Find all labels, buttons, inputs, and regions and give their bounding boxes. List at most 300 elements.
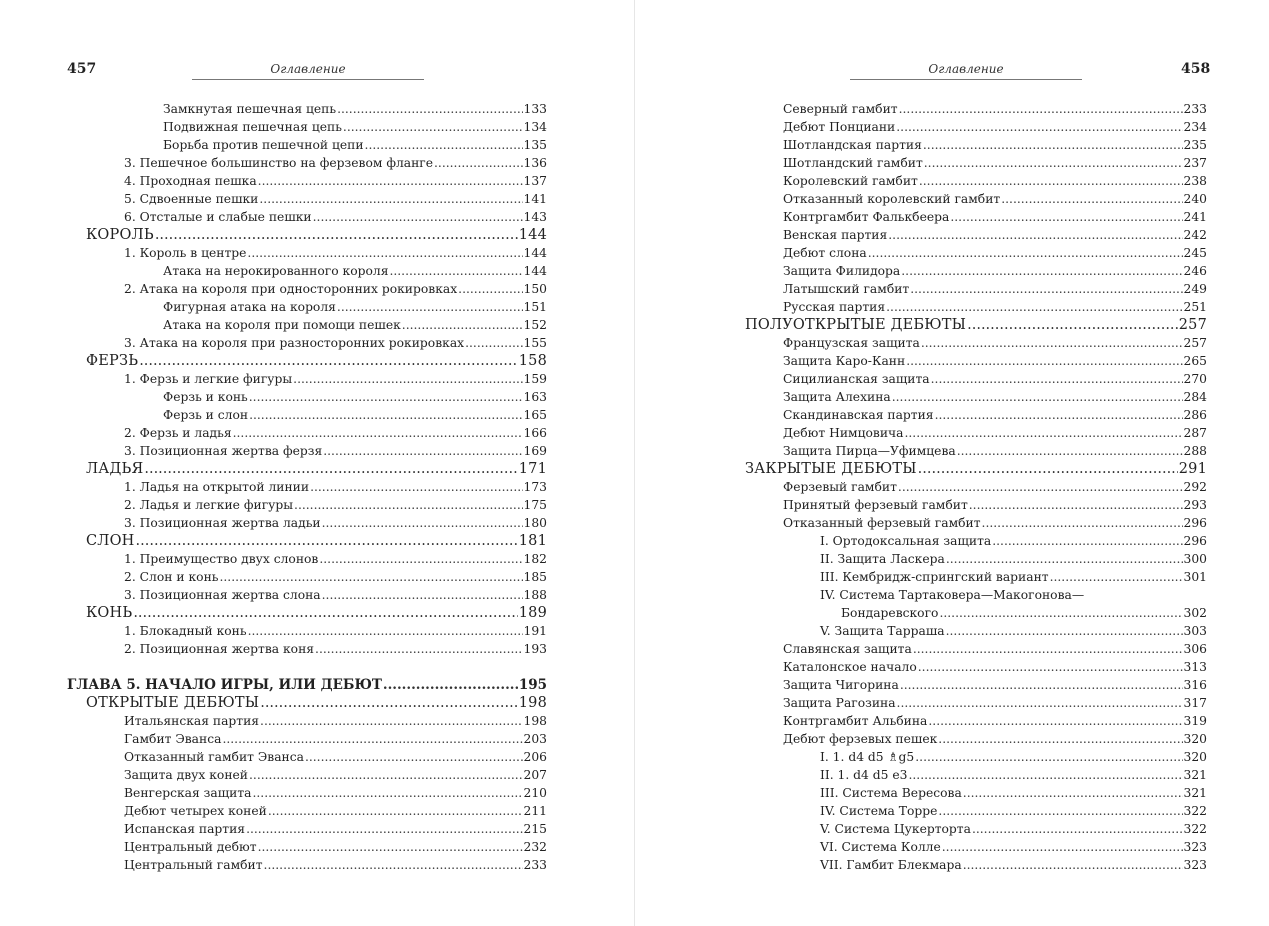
toc-leader-dots	[896, 118, 1182, 136]
toc-entry-page: 257	[1183, 336, 1207, 350]
toc-entry[interactable]	[67, 370, 547, 388]
toc-leader-dots	[458, 280, 522, 298]
toc-entry-page: 198	[523, 714, 547, 728]
toc-entry-page: 181	[518, 533, 547, 549]
toc-gap	[67, 658, 547, 676]
toc-list	[67, 100, 547, 874]
toc-entry-page: 211	[523, 804, 547, 818]
toc-entry-title: IV. Система Торре	[820, 804, 938, 818]
toc-entry[interactable]	[745, 658, 1207, 676]
toc-entry-title: ЗАКРЫТЫЕ ДЕБЮТЫ	[745, 461, 917, 477]
toc-leader-dots	[915, 748, 1182, 766]
toc-leader-dots	[931, 370, 1183, 388]
toc-leader-dots	[249, 388, 523, 406]
toc-entry-page: 143	[523, 210, 547, 224]
toc-entry[interactable]	[745, 532, 1207, 550]
toc-entry-page: 322	[1183, 822, 1207, 836]
toc-entry-page: 134	[523, 120, 547, 134]
toc-entry[interactable]	[745, 568, 1207, 586]
toc-entry-title: ПОЛУОТКРЫТЫЕ ДЕБЮТЫ	[745, 317, 967, 333]
toc-entry-title: Замкнутая пешечная цепь	[163, 102, 337, 116]
toc-entry[interactable]	[67, 856, 547, 874]
toc-leader-dots	[260, 712, 522, 730]
toc-entry-page: 182	[523, 552, 547, 566]
toc-entry-title: II. Защита Ласкера	[820, 552, 945, 566]
toc-entry-title: Гамбит Эванса	[124, 732, 222, 746]
toc-entry[interactable]	[745, 208, 1207, 226]
toc-leader-dots	[246, 820, 522, 838]
toc-leader-dots	[144, 460, 517, 478]
toc-entry[interactable]	[67, 118, 547, 136]
toc-entry[interactable]	[67, 388, 547, 406]
toc-leader-dots	[337, 298, 523, 316]
toc-entry[interactable]	[67, 406, 547, 424]
toc-entry-title: Каталонское начало	[783, 660, 917, 674]
toc-entry-page: 240	[1183, 192, 1207, 206]
toc-entry[interactable]	[67, 190, 547, 208]
toc-leader-dots	[913, 640, 1183, 658]
toc-leader-dots	[322, 586, 523, 604]
toc-leader-dots	[898, 478, 1183, 496]
toc-entry-title: Защита Алехина	[783, 390, 891, 404]
toc-entry[interactable]	[745, 550, 1207, 568]
toc-entry-page: 135	[523, 138, 547, 152]
toc-entry[interactable]	[745, 820, 1207, 838]
toc-leader-dots	[963, 856, 1183, 874]
toc-entry-title: Французская защита	[783, 336, 920, 350]
toc-entry-page: 292	[1183, 480, 1207, 494]
toc-leader-dots	[319, 550, 522, 568]
toc-entry-page: 133	[523, 102, 547, 116]
toc-entry[interactable]	[745, 334, 1207, 352]
toc-entry-title: Защита Филидора	[783, 264, 901, 278]
toc-entry-page: 207	[523, 768, 547, 782]
toc-leader-dots	[294, 496, 522, 514]
toc-entry[interactable]	[67, 154, 547, 172]
toc-entry[interactable]	[745, 586, 1207, 604]
toc-entry[interactable]	[67, 730, 547, 748]
toc-entry-page: 241	[1183, 210, 1207, 224]
toc-leader-dots	[136, 532, 518, 550]
toc-entry-title: 1. Король в центре	[124, 246, 247, 260]
toc-entry-title: 4. Проходная пешка	[124, 174, 257, 188]
toc-entry-page: 316	[1183, 678, 1207, 692]
toc-entry-page: 151	[523, 300, 547, 314]
toc-entry[interactable]	[67, 748, 547, 766]
toc-entry-title: Контргамбит Фалькбеера	[783, 210, 950, 224]
toc-entry-page: 321	[1183, 786, 1207, 800]
toc-entry[interactable]	[745, 316, 1207, 334]
toc-entry-title: Северный гамбит	[783, 102, 898, 116]
toc-entry[interactable]	[745, 262, 1207, 280]
toc-entry-title: Итальянская партия	[124, 714, 260, 728]
toc-entry-page: 235	[1183, 138, 1207, 152]
toc-leader-dots	[963, 784, 1183, 802]
toc-entry-title: Защита Чигорина	[783, 678, 899, 692]
toc-leader-dots	[901, 262, 1182, 280]
toc-entry-page: 296	[1183, 516, 1207, 530]
toc-entry-page: 288	[1183, 444, 1207, 458]
toc-entry-page: 185	[523, 570, 547, 584]
toc-entry-title: Дебют ферзевых пешек	[783, 732, 938, 746]
toc-entry-page: 215	[523, 822, 547, 836]
toc-entry-page: 291	[1178, 461, 1207, 477]
toc-entry-page: 296	[1183, 534, 1207, 548]
toc-entry-title: Отказанный гамбит Эванса	[124, 750, 304, 764]
toc-entry-page: 188	[523, 588, 547, 602]
toc-entry-page: 320	[1183, 750, 1207, 764]
toc-leader-dots	[315, 640, 522, 658]
toc-entry-title: Борьба против пешечной цепи	[163, 138, 364, 152]
toc-entry-title: 3. Позиционная жертва слона	[124, 588, 321, 602]
toc-entry-page: 150	[523, 282, 547, 296]
toc-entry-title: Русская партия	[783, 300, 886, 314]
toc-entry-title: VII. Гамбит Блекмара	[820, 858, 962, 872]
toc-entry-title: 5. Сдвоенные пешки	[124, 192, 259, 206]
toc-leader-dots	[946, 550, 1183, 568]
toc-leader-dots	[219, 568, 522, 586]
toc-leader-dots	[323, 442, 522, 460]
toc-leader-dots	[938, 730, 1182, 748]
toc-entry[interactable]	[745, 154, 1207, 172]
toc-leader-dots	[133, 604, 517, 622]
toc-entry-title: ГЛАВА 5. НАЧАЛО ИГРЫ, ИЛИ ДЕБЮТ	[67, 677, 382, 693]
toc-entry[interactable]	[67, 694, 547, 712]
toc-entry[interactable]	[745, 298, 1207, 316]
toc-leader-dots	[928, 712, 1182, 730]
toc-leader-dots	[942, 838, 1183, 856]
toc-entry-title: Отказанный королевский гамбит	[783, 192, 1001, 206]
toc-entry-page: 144	[523, 264, 547, 278]
toc-entry[interactable]	[745, 406, 1207, 424]
toc-leader-dots	[389, 262, 522, 280]
toc-leader-dots	[950, 208, 1182, 226]
toc-entry[interactable]	[745, 190, 1207, 208]
toc-entry-page: 251	[1183, 300, 1207, 314]
toc-entry-title: Подвижная пешечная цепь	[163, 120, 342, 134]
toc-entry[interactable]	[67, 640, 547, 658]
toc-entry-page: 144	[518, 227, 547, 243]
toc-leader-dots	[1001, 190, 1182, 208]
toc-entry-title: Защита Пирца—Уфимцева	[783, 444, 956, 458]
toc-entry[interactable]	[67, 352, 547, 370]
toc-entry-page: 232	[523, 840, 547, 854]
toc-entry-title: IV. Система Тартаковера—Макогонова—	[820, 588, 1085, 602]
toc-entry[interactable]	[745, 226, 1207, 244]
toc-entry-page: 286	[1183, 408, 1207, 422]
toc-entry[interactable]	[67, 586, 547, 604]
page-number: 458	[1181, 61, 1211, 77]
toc-leader-dots	[886, 298, 1182, 316]
toc-entry-title: Ферзевый гамбит	[783, 480, 897, 494]
toc-leader-dots	[906, 352, 1182, 370]
toc-entry-page: 158	[518, 353, 547, 369]
toc-entry-page: 141	[523, 192, 547, 206]
toc-entry-page: 189	[518, 605, 547, 621]
toc-entry[interactable]	[745, 766, 1207, 784]
toc-entry[interactable]	[67, 820, 547, 838]
toc-entry[interactable]	[67, 712, 547, 730]
toc-entry[interactable]	[67, 514, 547, 532]
toc-entry[interactable]	[67, 568, 547, 586]
toc-entry-page: 301	[1183, 570, 1207, 584]
toc-entry[interactable]	[67, 604, 547, 622]
toc-entry[interactable]	[745, 514, 1207, 532]
toc-leader-dots	[260, 694, 518, 712]
toc-entry[interactable]	[745, 280, 1207, 298]
toc-entry-page: 191	[523, 624, 547, 638]
toc-entry[interactable]	[745, 730, 1207, 748]
toc-entry-page: 302	[1183, 606, 1207, 620]
toc-leader-dots	[972, 820, 1183, 838]
toc-entry[interactable]	[745, 388, 1207, 406]
toc-entry[interactable]	[745, 478, 1207, 496]
toc-entry-title: Венская партия	[783, 228, 888, 242]
toc-entry[interactable]	[745, 370, 1207, 388]
toc-entry[interactable]	[745, 604, 1207, 622]
toc-entry-page: 233	[523, 858, 547, 872]
toc-entry-title: ЛАДЬЯ	[86, 461, 144, 477]
toc-entry-title: Атака на короля при помощи пешек	[163, 318, 401, 332]
toc-entry-title: Королевский гамбит	[783, 174, 918, 188]
toc-entry-page: 159	[523, 372, 547, 386]
toc-entry-title: Шотландская партия	[783, 138, 922, 152]
toc-entry[interactable]	[67, 766, 547, 784]
toc-entry[interactable]	[745, 424, 1207, 442]
toc-leader-dots	[938, 802, 1182, 820]
toc-entry-title: Дебют Понциани	[783, 120, 896, 134]
toc-entry-page: 180	[523, 516, 547, 530]
toc-entry[interactable]	[745, 118, 1207, 136]
toc-entry[interactable]	[67, 136, 547, 154]
toc-entry-title: Дебют четырех коней	[124, 804, 267, 818]
toc-entry[interactable]	[67, 100, 547, 118]
toc-leader-dots	[247, 244, 522, 262]
toc-entry-page: 155	[523, 336, 547, 350]
toc-entry[interactable]	[67, 280, 547, 298]
toc-entry[interactable]	[745, 784, 1207, 802]
toc-entry-title: III. Система Вересова	[820, 786, 962, 800]
toc-entry-page: 322	[1183, 804, 1207, 818]
toc-entry-title: Контргамбит Альбина	[783, 714, 928, 728]
toc-leader-dots	[252, 784, 522, 802]
toc-entry-page: 284	[1183, 390, 1207, 404]
toc-entry-title: 2. Позиционная жертва коня	[124, 642, 315, 656]
toc-entry[interactable]	[745, 838, 1207, 856]
toc-entry[interactable]	[67, 262, 547, 280]
toc-entry-title: 2. Ферзь и ладья	[124, 426, 232, 440]
toc-entry-page: 323	[1183, 840, 1207, 854]
toc-leader-dots	[897, 694, 1183, 712]
toc-entry-page: 319	[1183, 714, 1207, 728]
toc-entry[interactable]	[67, 622, 547, 640]
toc-entry[interactable]	[745, 694, 1207, 712]
toc-entry-page: 210	[523, 786, 547, 800]
toc-entry-title: Ферзь и конь	[163, 390, 248, 404]
toc-entry-title: VI. Система Колле	[820, 840, 941, 854]
toc-entry-page: 166	[523, 426, 547, 440]
toc-entry-title: Славянская защита	[783, 642, 912, 656]
toc-entry[interactable]	[745, 748, 1207, 766]
toc-entry[interactable]	[67, 784, 547, 802]
toc-leader-dots	[910, 280, 1182, 298]
toc-entry-title: Сицилианская защита	[783, 372, 930, 386]
toc-entry-title: Фигурная атака на короля	[163, 300, 336, 314]
toc-entry-title: Защита Каро-Канн	[783, 354, 906, 368]
toc-entry-title: Защита двух коней	[124, 768, 248, 782]
toc-entry-page: 171	[518, 461, 547, 477]
toc-entry-title: Венгерская защита	[124, 786, 252, 800]
toc-entry-title: ОТКРЫТЫЕ ДЕБЮТЫ	[86, 695, 260, 711]
toc-leader-dots	[337, 100, 522, 118]
toc-entry-page: 242	[1183, 228, 1207, 242]
toc-entry[interactable]	[67, 316, 547, 334]
toc-entry[interactable]	[67, 532, 547, 550]
toc-entry-title: 1. Преимущество двух слонов	[124, 552, 319, 566]
toc-leader-dots	[918, 658, 1183, 676]
toc-entry[interactable]	[745, 622, 1207, 640]
toc-leader-dots	[969, 496, 1183, 514]
toc-leader-dots	[904, 424, 1182, 442]
toc-entry[interactable]	[745, 352, 1207, 370]
toc-entry[interactable]	[745, 712, 1207, 730]
toc-leader-dots	[1050, 568, 1183, 586]
toc-entry-title: 3. Позиционная жертва ферзя	[124, 444, 323, 458]
toc-entry-page: 152	[523, 318, 547, 332]
toc-entry-page: 193	[523, 642, 547, 656]
toc-entry-page: 233	[1183, 102, 1207, 116]
toc-leader-dots	[982, 514, 1183, 532]
toc-leader-dots	[892, 388, 1183, 406]
toc-entry-title: ФЕРЗЬ	[86, 353, 139, 369]
toc-entry-page: 320	[1183, 732, 1207, 746]
toc-entry-page: 257	[1178, 317, 1207, 333]
toc-entry-page: 238	[1183, 174, 1207, 188]
toc-entry-page: 287	[1183, 426, 1207, 440]
toc-entry[interactable]	[67, 298, 547, 316]
toc-entry[interactable]	[67, 334, 547, 352]
toc-leader-dots	[923, 136, 1183, 154]
toc-entry-page: 249	[1183, 282, 1207, 296]
toc-entry[interactable]	[67, 442, 547, 460]
toc-entry[interactable]	[745, 172, 1207, 190]
toc-entry-title: Защита Рагозина	[783, 696, 896, 710]
toc-entry-title: 1. Ферзь и легкие фигуры	[124, 372, 293, 386]
toc-leader-dots	[383, 676, 518, 694]
toc-leader-dots	[365, 136, 523, 154]
toc-leader-dots	[899, 100, 1183, 118]
toc-entry-page: 245	[1183, 246, 1207, 260]
toc-entry-title: V. Система Цукерторта	[820, 822, 971, 836]
toc-entry[interactable]	[67, 424, 547, 442]
toc-entry-title: 3. Атака на короля при разносторонних рокировках	[124, 336, 465, 350]
toc-leader-dots	[258, 172, 523, 190]
toc-leader-dots	[222, 730, 522, 748]
toc-leader-dots	[868, 244, 1183, 262]
toc-entry[interactable]	[67, 460, 547, 478]
toc-entry[interactable]	[67, 244, 547, 262]
toc-entry[interactable]	[745, 856, 1207, 874]
toc-entry-title: СЛОН	[86, 533, 135, 549]
page-number: 457	[67, 61, 97, 77]
toc-leader-dots	[305, 748, 523, 766]
toc-entry-page: 293	[1183, 498, 1207, 512]
toc-entry[interactable]	[745, 460, 1207, 478]
toc-entry-page: 195	[518, 677, 547, 693]
toc-leader-dots	[343, 118, 523, 136]
toc-entry-title: Шотландский гамбит	[783, 156, 923, 170]
toc-leader-dots	[258, 838, 523, 856]
toc-entry[interactable]	[67, 676, 547, 694]
toc-entry-title: 1. Ладья на открытой линии	[124, 480, 310, 494]
toc-entry-title: Дебют Нимцовича	[783, 426, 904, 440]
toc-entry[interactable]	[67, 226, 547, 244]
toc-entry-title: Центральный дебют	[124, 840, 257, 854]
left-page	[0, 0, 634, 926]
toc-leader-dots	[434, 154, 523, 172]
toc-entry[interactable]	[67, 550, 547, 568]
toc-entry[interactable]	[745, 442, 1207, 460]
toc-leader-dots	[155, 226, 518, 244]
toc-entry-title: I. Ортодоксальная защита	[820, 534, 992, 548]
toc-entry[interactable]	[67, 208, 547, 226]
running-head: Оглавление	[192, 62, 424, 80]
toc-entry-title: 2. Ладья и легкие фигуры	[124, 498, 294, 512]
toc-entry-title: Отказанный ферзевый гамбит	[783, 516, 981, 530]
toc-leader-dots	[259, 190, 522, 208]
toc-entry-page: 323	[1183, 858, 1207, 872]
toc-entry-page: 234	[1183, 120, 1207, 134]
toc-leader-dots	[249, 766, 523, 784]
toc-entry[interactable]	[67, 838, 547, 856]
toc-entry-page: 175	[523, 498, 547, 512]
toc-entry[interactable]	[745, 802, 1207, 820]
toc-entry[interactable]	[745, 496, 1207, 514]
toc-leader-dots	[249, 406, 522, 424]
toc-entry-title: Скандинавская партия	[783, 408, 934, 422]
toc-leader-dots	[465, 334, 522, 352]
toc-entry[interactable]	[745, 676, 1207, 694]
toc-entry[interactable]	[67, 802, 547, 820]
toc-leader-dots	[900, 676, 1183, 694]
toc-entry[interactable]	[67, 496, 547, 514]
toc-entry-title: Атака на нерокированного короля	[163, 264, 389, 278]
toc-leader-dots	[268, 802, 523, 820]
toc-entry-page: 321	[1183, 768, 1207, 782]
toc-entry[interactable]	[745, 244, 1207, 262]
toc-entry[interactable]	[67, 478, 547, 496]
toc-leader-dots	[293, 370, 522, 388]
toc-entry-page: 203	[523, 732, 547, 746]
toc-entry-page: 163	[523, 390, 547, 404]
toc-entry[interactable]	[745, 640, 1207, 658]
toc-list	[745, 100, 1207, 874]
toc-leader-dots	[924, 154, 1183, 172]
toc-entry[interactable]	[745, 136, 1207, 154]
toc-entry-page: 137	[523, 174, 547, 188]
toc-leader-dots	[233, 424, 523, 442]
toc-entry-title: 2. Атака на короля при односторонних рокировках	[124, 282, 458, 296]
toc-entry[interactable]	[67, 172, 547, 190]
toc-entry-title: Центральный гамбит	[124, 858, 263, 872]
toc-entry-title: 3. Пешечное большинство на ферзевом фланге	[124, 156, 434, 170]
toc-entry-page: 169	[523, 444, 547, 458]
toc-entry-title: 2. Слон и конь	[124, 570, 219, 584]
toc-entry-title: Дебют слона	[783, 246, 867, 260]
toc-entry[interactable]	[745, 100, 1207, 118]
toc-entry-title: КОНЬ	[86, 605, 133, 621]
toc-leader-dots	[313, 208, 523, 226]
